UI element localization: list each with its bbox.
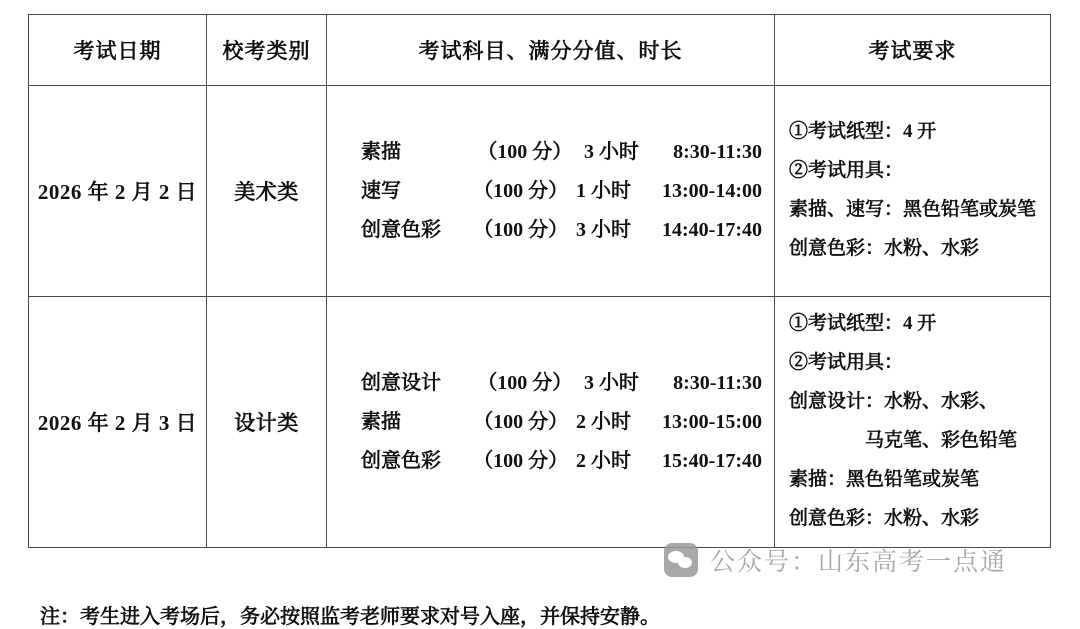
subject-name: 素描 <box>361 410 401 433</box>
subject-time: 14:40-17:40 <box>662 218 762 241</box>
table-row <box>29 86 1051 297</box>
subject-duration: 3 小时 <box>583 371 639 394</box>
subject-score: （100 分） <box>473 410 569 433</box>
subject-time: 13:00-14:00 <box>662 179 762 202</box>
subject-score: （100 分） <box>473 179 569 202</box>
subject-line <box>361 133 762 172</box>
subject-name: 速写 <box>361 179 401 202</box>
subject-score: （100 分） <box>473 449 569 472</box>
bottom-note: 注：考生进入考场后，务必按照监考老师要求对号入座，并保持安静。 <box>40 606 660 628</box>
column-header-requirements: 考试要求 <box>775 15 1051 86</box>
subject-score: （100 分） <box>473 218 569 241</box>
table-row <box>29 297 1051 548</box>
subject-line <box>361 211 762 250</box>
subject-score: （100 分） <box>477 371 573 394</box>
requirement-line: 素描、速写：黑色铅笔或炭笔 <box>789 199 1037 220</box>
column-header-category: 校考类别 <box>207 15 327 86</box>
cell-category: 设计类 <box>207 297 327 548</box>
subject-name: 素描 <box>361 140 401 163</box>
cell-date: 2026 年 2 月 2 日 <box>29 86 207 297</box>
subject-name: 创意色彩 <box>361 218 441 241</box>
requirement-line: ①考试纸型：4 开 <box>789 313 937 335</box>
subject-line <box>361 403 762 442</box>
subject-time: 8:30-11:30 <box>673 140 762 163</box>
table-header-row <box>29 15 1051 86</box>
watermark-text: 公众号：山东高考一点通 <box>710 548 1008 576</box>
requirement-line: 创意设计：水粉、水彩、 <box>789 391 999 413</box>
subject-time: 13:00-15:00 <box>662 410 762 433</box>
requirement-line: ①考试纸型：4 开 <box>789 121 937 143</box>
cell-requirements <box>775 297 1051 548</box>
subject-name: 创意设计 <box>361 371 441 394</box>
cell-requirements <box>775 86 1051 297</box>
requirement-line: ②考试用具： <box>789 160 904 182</box>
cell-date: 2026 年 2 月 3 日 <box>29 297 207 548</box>
subject-duration: 2 小时 <box>576 410 632 433</box>
subject-duration: 2 小时 <box>576 449 632 472</box>
subject-duration: 3 小时 <box>576 218 632 241</box>
wechat-icon <box>664 543 698 577</box>
cell-subjects <box>327 86 775 297</box>
cell-category: 美术类 <box>207 86 327 297</box>
exam-schedule-table <box>28 14 1051 548</box>
subject-line <box>361 364 762 403</box>
subject-line <box>361 172 762 211</box>
subject-time: 15:40-17:40 <box>662 449 762 472</box>
cell-subjects <box>327 297 775 548</box>
subject-name: 创意色彩 <box>361 449 441 472</box>
subject-duration: 1 小时 <box>576 179 632 202</box>
requirement-line: 创意色彩：水粉、水彩 <box>789 237 980 259</box>
column-header-date: 考试日期 <box>29 15 207 86</box>
subject-time: 8:30-11:30 <box>673 371 762 394</box>
requirement-line: 创意色彩：水粉、水彩 <box>789 507 980 529</box>
subject-duration: 3 小时 <box>583 140 639 163</box>
subject-line <box>361 442 762 481</box>
subject-score: （100 分） <box>477 140 573 163</box>
column-header-subjects: 考试科目、满分分值、时长 <box>327 15 775 86</box>
requirement-line: 素描：黑色铅笔或炭笔 <box>789 468 980 490</box>
requirement-line: 马克笔、彩色铅笔 <box>865 430 1018 451</box>
requirement-line: ②考试用具： <box>789 352 904 374</box>
